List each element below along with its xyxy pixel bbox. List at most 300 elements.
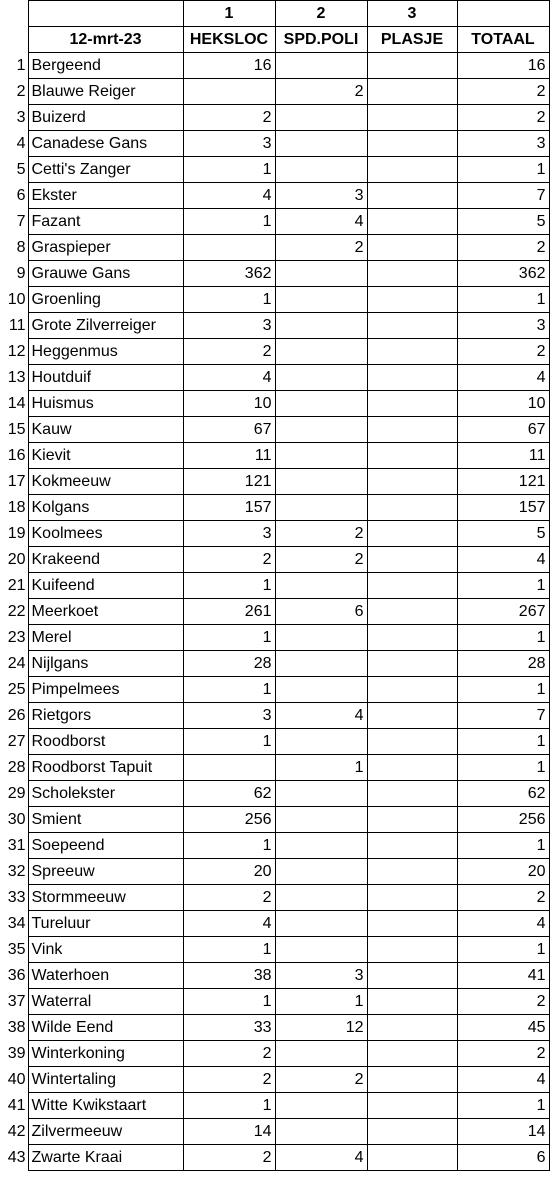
table-row: [0, 183, 549, 209]
column-title-plasje[interactable]: PLASJE: [367, 27, 457, 53]
plasje-count-cell[interactable]: [367, 573, 457, 599]
spd-poli-count-cell[interactable]: 3: [275, 183, 367, 209]
heksloc-count-cell[interactable]: 3: [183, 131, 275, 157]
plasje-count-cell[interactable]: [367, 417, 457, 443]
spd-poli-count-cell[interactable]: [275, 833, 367, 859]
total-count-cell[interactable]: 4: [457, 365, 549, 391]
species-name-cell[interactable]: Nijlgans: [28, 651, 183, 677]
row-number: 42: [0, 1119, 28, 1145]
species-name-cell[interactable]: Krakeend: [28, 547, 183, 573]
species-name-cell[interactable]: Ekster: [28, 183, 183, 209]
total-count-cell[interactable]: 4: [457, 1067, 549, 1093]
total-count-cell[interactable]: 2: [457, 339, 549, 365]
species-name-cell[interactable]: Grote Zilverreiger: [28, 313, 183, 339]
header-blank-total[interactable]: [457, 1, 549, 27]
row-number: 43: [0, 1145, 28, 1171]
spd-poli-count-cell[interactable]: [275, 885, 367, 911]
plasje-count-cell[interactable]: [367, 365, 457, 391]
row-number: 15: [0, 417, 28, 443]
species-name-cell[interactable]: Zilvermeeuw: [28, 1119, 183, 1145]
row-number: 7: [0, 209, 28, 235]
table-row: [0, 677, 549, 703]
species-name-cell[interactable]: Smient: [28, 807, 183, 833]
heksloc-count-cell[interactable]: 1: [183, 677, 275, 703]
row-number: 5: [0, 157, 28, 183]
species-name-cell[interactable]: Buizerd: [28, 105, 183, 131]
heksloc-count-cell[interactable]: 362: [183, 261, 275, 287]
heksloc-count-cell[interactable]: 28: [183, 651, 275, 677]
plasje-count-cell[interactable]: [367, 235, 457, 261]
plasje-count-cell[interactable]: [367, 1067, 457, 1093]
heksloc-count-cell[interactable]: 1: [183, 209, 275, 235]
total-count-cell[interactable]: 6: [457, 1145, 549, 1171]
species-name-cell[interactable]: Houtduif: [28, 365, 183, 391]
species-name-cell[interactable]: Waterral: [28, 989, 183, 1015]
heksloc-count-cell[interactable]: 3: [183, 521, 275, 547]
species-name-cell[interactable]: Zwarte Kraai: [28, 1145, 183, 1171]
plasje-count-cell[interactable]: [367, 1145, 457, 1171]
row-number: 12: [0, 339, 28, 365]
total-count-cell[interactable]: 5: [457, 521, 549, 547]
heksloc-count-cell[interactable]: 3: [183, 703, 275, 729]
species-name-cell[interactable]: Scholekster: [28, 781, 183, 807]
date-cell[interactable]: 12-mrt-23: [28, 27, 183, 53]
species-name-cell[interactable]: Roodborst Tapuit: [28, 755, 183, 781]
table-row: [0, 131, 549, 157]
column-title-spd-poli[interactable]: SPD.POLI: [275, 27, 367, 53]
spd-poli-count-cell[interactable]: 1: [275, 755, 367, 781]
species-name-cell[interactable]: Soepeend: [28, 833, 183, 859]
species-name-cell[interactable]: Vink: [28, 937, 183, 963]
total-count-cell[interactable]: 2: [457, 235, 549, 261]
heksloc-count-cell[interactable]: 1: [183, 729, 275, 755]
species-name-cell[interactable]: Fazant: [28, 209, 183, 235]
table-row: [0, 469, 549, 495]
heksloc-count-cell[interactable]: 1: [183, 625, 275, 651]
species-name-cell[interactable]: Kolgans: [28, 495, 183, 521]
heksloc-count-cell[interactable]: 256: [183, 807, 275, 833]
row-number: 31: [0, 833, 28, 859]
total-count-cell[interactable]: 7: [457, 703, 549, 729]
table-row: [0, 235, 549, 261]
total-count-cell[interactable]: 2: [457, 1041, 549, 1067]
row-number: 16: [0, 443, 28, 469]
species-name-cell[interactable]: Kuifeend: [28, 573, 183, 599]
table-row: [0, 573, 549, 599]
row-number: 25: [0, 677, 28, 703]
table-row: [0, 1015, 549, 1041]
plasje-count-cell[interactable]: [367, 1015, 457, 1041]
row-number: 17: [0, 469, 28, 495]
species-name-cell[interactable]: Wintertaling: [28, 1067, 183, 1093]
species-name-cell[interactable]: Witte Kwikstaart: [28, 1093, 183, 1119]
species-name-cell[interactable]: Stormmeeuw: [28, 885, 183, 911]
table-row: [0, 157, 549, 183]
species-name-cell[interactable]: Grauwe Gans: [28, 261, 183, 287]
spd-poli-count-cell[interactable]: 2: [275, 521, 367, 547]
total-count-cell[interactable]: 157: [457, 495, 549, 521]
total-count-cell[interactable]: 20: [457, 859, 549, 885]
heksloc-count-cell[interactable]: 2: [183, 1067, 275, 1093]
spd-poli-count-cell[interactable]: [275, 313, 367, 339]
table-row: [0, 105, 549, 131]
spd-poli-count-cell[interactable]: 2: [275, 1067, 367, 1093]
total-count-cell[interactable]: 1: [457, 677, 549, 703]
spd-poli-count-cell[interactable]: [275, 911, 367, 937]
heksloc-count-cell[interactable]: 121: [183, 469, 275, 495]
table-row: [0, 1041, 549, 1067]
column-number-3[interactable]: 3: [367, 1, 457, 27]
plasje-count-cell[interactable]: [367, 703, 457, 729]
total-count-cell[interactable]: 1: [457, 157, 549, 183]
table-row: [0, 989, 549, 1015]
spd-poli-count-cell[interactable]: [275, 443, 367, 469]
heksloc-count-cell[interactable]: 38: [183, 963, 275, 989]
plasje-count-cell[interactable]: [367, 105, 457, 131]
row-number: 21: [0, 573, 28, 599]
spd-poli-count-cell[interactable]: 4: [275, 1145, 367, 1171]
row-number: 37: [0, 989, 28, 1015]
plasje-count-cell[interactable]: [367, 937, 457, 963]
total-count-cell[interactable]: 28: [457, 651, 549, 677]
spd-poli-count-cell[interactable]: 3: [275, 963, 367, 989]
row-number: 30: [0, 807, 28, 833]
spd-poli-count-cell[interactable]: 4: [275, 209, 367, 235]
heksloc-count-cell[interactable]: 4: [183, 365, 275, 391]
row-number: 34: [0, 911, 28, 937]
table-row: [0, 313, 549, 339]
spd-poli-count-cell[interactable]: [275, 339, 367, 365]
heksloc-count-cell[interactable]: 4: [183, 911, 275, 937]
spd-poli-count-cell[interactable]: [275, 1119, 367, 1145]
spd-poli-count-cell[interactable]: [275, 131, 367, 157]
heksloc-count-cell[interactable]: 1: [183, 573, 275, 599]
row-number: 14: [0, 391, 28, 417]
column-number-1[interactable]: 1: [183, 1, 275, 27]
spd-poli-count-cell[interactable]: 1: [275, 989, 367, 1015]
total-count-cell[interactable]: 1: [457, 833, 549, 859]
heksloc-count-cell[interactable]: 1: [183, 1093, 275, 1119]
row-number: 19: [0, 521, 28, 547]
plasje-count-cell[interactable]: [367, 651, 457, 677]
spd-poli-count-cell[interactable]: 2: [275, 79, 367, 105]
heksloc-count-cell[interactable]: 261: [183, 599, 275, 625]
table-row: [0, 625, 549, 651]
total-count-cell[interactable]: 2: [457, 989, 549, 1015]
heksloc-count-cell[interactable]: 11: [183, 443, 275, 469]
plasje-count-cell[interactable]: [367, 1041, 457, 1067]
total-count-cell[interactable]: 1: [457, 729, 549, 755]
total-count-cell[interactable]: 3: [457, 131, 549, 157]
plasje-count-cell[interactable]: [367, 79, 457, 105]
table-row: [0, 287, 549, 313]
table-row: [0, 1145, 549, 1171]
table-row: [0, 209, 549, 235]
heksloc-count-cell[interactable]: 33: [183, 1015, 275, 1041]
row-number: 9: [0, 261, 28, 287]
total-count-cell[interactable]: 1: [457, 1093, 549, 1119]
row-number: 3: [0, 105, 28, 131]
row-number: 20: [0, 547, 28, 573]
heksloc-count-cell[interactable]: [183, 235, 275, 261]
total-count-cell[interactable]: 45: [457, 1015, 549, 1041]
total-count-cell[interactable]: 267: [457, 599, 549, 625]
spd-poli-count-cell[interactable]: [275, 859, 367, 885]
total-count-cell[interactable]: 7: [457, 183, 549, 209]
row-number: 11: [0, 313, 28, 339]
row-number: 10: [0, 287, 28, 313]
plasje-count-cell[interactable]: [367, 313, 457, 339]
species-name-cell[interactable]: Spreeuw: [28, 859, 183, 885]
plasje-count-cell[interactable]: [367, 807, 457, 833]
row-number: 4: [0, 131, 28, 157]
plasje-count-cell[interactable]: [367, 469, 457, 495]
table-row: [0, 1119, 549, 1145]
total-count-cell[interactable]: 10: [457, 391, 549, 417]
table-row: [0, 703, 549, 729]
total-count-cell[interactable]: 2: [457, 79, 549, 105]
spd-poli-count-cell[interactable]: 4: [275, 703, 367, 729]
spd-poli-count-cell[interactable]: [275, 573, 367, 599]
total-count-cell[interactable]: 5: [457, 209, 549, 235]
plasje-count-cell[interactable]: [367, 989, 457, 1015]
table-row: [0, 1067, 549, 1093]
total-count-cell[interactable]: 2: [457, 105, 549, 131]
heksloc-count-cell[interactable]: 16: [183, 53, 275, 79]
column-title-row: [0, 27, 549, 53]
plasje-count-cell[interactable]: [367, 521, 457, 547]
heksloc-count-cell[interactable]: 1: [183, 989, 275, 1015]
spd-poli-count-cell[interactable]: [275, 807, 367, 833]
plasje-count-cell[interactable]: [367, 833, 457, 859]
row-number: 22: [0, 599, 28, 625]
species-name-cell[interactable]: Kievit: [28, 443, 183, 469]
plasje-count-cell[interactable]: [367, 443, 457, 469]
row-number: 39: [0, 1041, 28, 1067]
total-count-cell[interactable]: 1: [457, 937, 549, 963]
species-name-cell[interactable]: Waterhoen: [28, 963, 183, 989]
plasje-count-cell[interactable]: [367, 625, 457, 651]
heksloc-count-cell[interactable]: [183, 755, 275, 781]
table-row: [0, 79, 549, 105]
row-number: 23: [0, 625, 28, 651]
heksloc-count-cell[interactable]: 3: [183, 313, 275, 339]
table-row: [0, 599, 549, 625]
spd-poli-count-cell[interactable]: 2: [275, 547, 367, 573]
table-row: [0, 781, 549, 807]
species-name-cell[interactable]: Groenling: [28, 287, 183, 313]
column-title-heksloc[interactable]: HEKSLOC: [183, 27, 275, 53]
total-count-cell[interactable]: 62: [457, 781, 549, 807]
plasje-count-cell[interactable]: [367, 131, 457, 157]
total-count-cell[interactable]: 11: [457, 443, 549, 469]
heksloc-count-cell[interactable]: 62: [183, 781, 275, 807]
heksloc-count-cell[interactable]: 1: [183, 287, 275, 313]
spd-poli-count-cell[interactable]: [275, 365, 367, 391]
spd-poli-count-cell[interactable]: [275, 1093, 367, 1119]
species-name-cell[interactable]: Koolmees: [28, 521, 183, 547]
total-count-cell[interactable]: 1: [457, 287, 549, 313]
species-name-cell[interactable]: Heggenmus: [28, 339, 183, 365]
species-name-cell[interactable]: Kauw: [28, 417, 183, 443]
row-number: 38: [0, 1015, 28, 1041]
row-number: 26: [0, 703, 28, 729]
species-name-cell[interactable]: Kokmeeuw: [28, 469, 183, 495]
heksloc-count-cell[interactable]: 2: [183, 1041, 275, 1067]
heksloc-count-cell[interactable]: 2: [183, 1145, 275, 1171]
row-number: 29: [0, 781, 28, 807]
spd-poli-count-cell[interactable]: [275, 417, 367, 443]
table-row: [0, 339, 549, 365]
plasje-count-cell[interactable]: [367, 729, 457, 755]
plasje-count-cell[interactable]: [367, 53, 457, 79]
heksloc-count-cell[interactable]: 2: [183, 885, 275, 911]
header-blank-cell[interactable]: [28, 1, 183, 27]
table-row: [0, 495, 549, 521]
total-count-cell[interactable]: 14: [457, 1119, 549, 1145]
plasje-count-cell[interactable]: [367, 911, 457, 937]
table-row: [0, 807, 549, 833]
species-name-cell[interactable]: Graspieper: [28, 235, 183, 261]
species-name-cell[interactable]: Roodborst: [28, 729, 183, 755]
spd-poli-count-cell[interactable]: [275, 261, 367, 287]
spd-poli-count-cell[interactable]: [275, 391, 367, 417]
table-row: [0, 885, 549, 911]
species-name-cell[interactable]: Huismus: [28, 391, 183, 417]
total-count-cell[interactable]: 1: [457, 573, 549, 599]
spd-poli-count-cell[interactable]: 2: [275, 235, 367, 261]
species-name-cell[interactable]: Tureluur: [28, 911, 183, 937]
heksloc-count-cell[interactable]: 4: [183, 183, 275, 209]
table-row: [0, 937, 549, 963]
species-name-cell[interactable]: Wilde Eend: [28, 1015, 183, 1041]
species-name-cell[interactable]: Winterkoning: [28, 1041, 183, 1067]
heksloc-count-cell[interactable]: 14: [183, 1119, 275, 1145]
heksloc-count-cell[interactable]: 1: [183, 937, 275, 963]
spd-poli-count-cell[interactable]: [275, 625, 367, 651]
total-count-cell[interactable]: 256: [457, 807, 549, 833]
species-name-cell[interactable]: Bergeend: [28, 53, 183, 79]
row-number: 6: [0, 183, 28, 209]
species-name-cell[interactable]: Rietgors: [28, 703, 183, 729]
spd-poli-count-cell[interactable]: [275, 157, 367, 183]
table-row: [0, 365, 549, 391]
total-count-cell[interactable]: 1: [457, 625, 549, 651]
species-name-cell[interactable]: Blauwe Reiger: [28, 79, 183, 105]
plasje-count-cell[interactable]: [367, 287, 457, 313]
spd-poli-count-cell[interactable]: [275, 53, 367, 79]
column-number-2[interactable]: 2: [275, 1, 367, 27]
heksloc-count-cell[interactable]: 10: [183, 391, 275, 417]
plasje-count-cell[interactable]: [367, 599, 457, 625]
spd-poli-count-cell[interactable]: [275, 729, 367, 755]
species-name-cell[interactable]: Canadese Gans: [28, 131, 183, 157]
spd-poli-count-cell[interactable]: [275, 105, 367, 131]
row-header-blank: [0, 27, 28, 53]
spd-poli-count-cell[interactable]: [275, 1041, 367, 1067]
total-count-cell[interactable]: 4: [457, 547, 549, 573]
total-count-cell[interactable]: 362: [457, 261, 549, 287]
heksloc-count-cell[interactable]: 67: [183, 417, 275, 443]
plasje-count-cell[interactable]: [367, 157, 457, 183]
heksloc-count-cell[interactable]: 1: [183, 833, 275, 859]
row-number: 36: [0, 963, 28, 989]
table-row: [0, 521, 549, 547]
row-number: 35: [0, 937, 28, 963]
plasje-count-cell[interactable]: [367, 261, 457, 287]
row-number: 24: [0, 651, 28, 677]
total-count-cell[interactable]: 67: [457, 417, 549, 443]
heksloc-count-cell[interactable]: 2: [183, 105, 275, 131]
plasje-count-cell[interactable]: [367, 547, 457, 573]
column-title-totaal[interactable]: TOTAAL: [457, 27, 549, 53]
row-number: 2: [0, 79, 28, 105]
spd-poli-count-cell[interactable]: [275, 781, 367, 807]
species-name-cell[interactable]: Cetti's Zanger: [28, 157, 183, 183]
total-count-cell[interactable]: 2: [457, 885, 549, 911]
plasje-count-cell[interactable]: [367, 183, 457, 209]
plasje-count-cell[interactable]: [367, 209, 457, 235]
total-count-cell[interactable]: 121: [457, 469, 549, 495]
total-count-cell[interactable]: 1: [457, 755, 549, 781]
total-count-cell[interactable]: 3: [457, 313, 549, 339]
spd-poli-count-cell[interactable]: [275, 469, 367, 495]
spd-poli-count-cell[interactable]: 6: [275, 599, 367, 625]
table-row: [0, 547, 549, 573]
plasje-count-cell[interactable]: [367, 1119, 457, 1145]
spd-poli-count-cell[interactable]: [275, 937, 367, 963]
plasje-count-cell[interactable]: [367, 495, 457, 521]
plasje-count-cell[interactable]: [367, 677, 457, 703]
total-count-cell[interactable]: 16: [457, 53, 549, 79]
plasje-count-cell[interactable]: [367, 755, 457, 781]
spd-poli-count-cell[interactable]: [275, 651, 367, 677]
spd-poli-count-cell[interactable]: [275, 287, 367, 313]
plasje-count-cell[interactable]: [367, 859, 457, 885]
row-number: 27: [0, 729, 28, 755]
plasje-count-cell[interactable]: [367, 391, 457, 417]
plasje-count-cell[interactable]: [367, 781, 457, 807]
table-row: [0, 755, 549, 781]
row-number: 32: [0, 859, 28, 885]
heksloc-count-cell[interactable]: 2: [183, 547, 275, 573]
heksloc-count-cell[interactable]: 20: [183, 859, 275, 885]
spd-poli-count-cell[interactable]: [275, 677, 367, 703]
plasje-count-cell[interactable]: [367, 963, 457, 989]
row-number: 33: [0, 885, 28, 911]
heksloc-count-cell[interactable]: [183, 79, 275, 105]
row-number: 8: [0, 235, 28, 261]
total-count-cell[interactable]: 4: [457, 911, 549, 937]
spd-poli-count-cell[interactable]: [275, 495, 367, 521]
plasje-count-cell[interactable]: [367, 1093, 457, 1119]
species-name-cell[interactable]: Merel: [28, 625, 183, 651]
row-number: 1: [0, 53, 28, 79]
table-row: [0, 911, 549, 937]
species-name-cell[interactable]: Meerkoet: [28, 599, 183, 625]
table-row: [0, 443, 549, 469]
row-number: 13: [0, 365, 28, 391]
total-count-cell[interactable]: 41: [457, 963, 549, 989]
row-number: 40: [0, 1067, 28, 1093]
heksloc-count-cell[interactable]: 1: [183, 157, 275, 183]
plasje-count-cell[interactable]: [367, 885, 457, 911]
heksloc-count-cell[interactable]: 157: [183, 495, 275, 521]
plasje-count-cell[interactable]: [367, 339, 457, 365]
heksloc-count-cell[interactable]: 2: [183, 339, 275, 365]
spd-poli-count-cell[interactable]: 12: [275, 1015, 367, 1041]
species-name-cell[interactable]: Pimpelmees: [28, 677, 183, 703]
